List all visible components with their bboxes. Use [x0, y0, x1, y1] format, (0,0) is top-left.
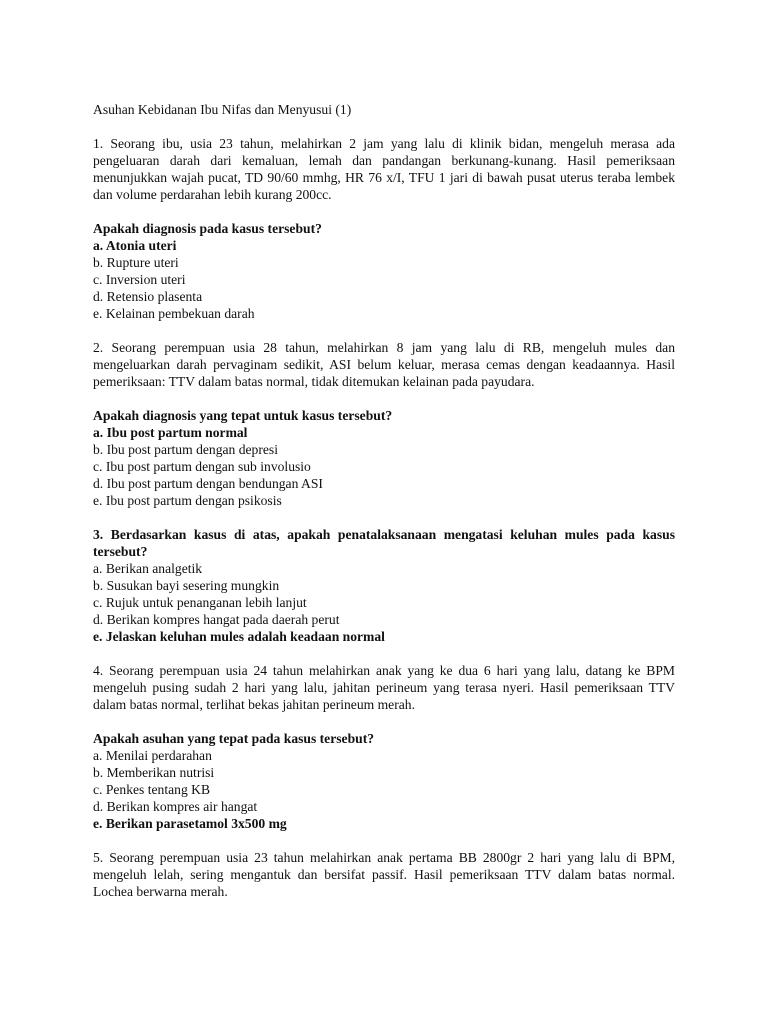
- answer-option: a. Menilai perdarahan: [93, 748, 212, 763]
- answer-option: e. Ibu post partum dengan psikosis: [93, 493, 282, 508]
- question-text: Apakah diagnosis pada kasus tersebut?: [93, 221, 322, 236]
- case-paragraph: 2. Seorang perempuan usia 28 tahun, melahirkan 8 jam yang lalu di RB, mengeluh mules dan mengeluarkan darah pervaginam sedikit, ASI belum keluar, merasa cemas dengan keadaannya. Hasil pemeriksaan: TTV dalam batas normal, tidak ditemukan kelainan pada payudara.: [93, 340, 675, 389]
- question-block: [93, 662, 675, 832]
- answer-option: b. Memberikan nutrisi: [93, 765, 215, 780]
- answer-options: [93, 237, 675, 322]
- question-text: Apakah diagnosis yang tepat untuk kasus tersebut?: [93, 408, 393, 423]
- question-text: 3. Berdasarkan kasus di atas, apakah penatalaksanaan mengatasi keluhan mules pada kasus tersebut?: [93, 527, 675, 559]
- answer-option: c. Penkes tentang KB: [93, 782, 211, 797]
- document-page: [93, 101, 675, 917]
- answer-option: c. Rujuk untuk penanganan lebih lanjut: [93, 595, 307, 610]
- answer-option-correct: a. Atonia uteri: [93, 238, 177, 253]
- answer-option: b. Rupture uteri: [93, 255, 179, 270]
- case-paragraph: 1. Seorang ibu, usia 23 tahun, melahirkan 2 jam yang lalu di klinik bidan, mengeluh merasa ada pengeluaran darah dari kemaluan, lemah dan pandangan berkunang-kunang. Hasil pemeriksaan menunjukkan wajah pucat, TD 90/60 mmhg, HR 76 x/I, TFU 1 jari di bawah pusat uterus teraba lembek dan volume perdarahan lebih kurang 200cc.: [93, 136, 675, 202]
- answer-option: d. Ibu post partum dengan bendungan ASI: [93, 476, 323, 491]
- case-paragraph: 4. Seorang perempuan usia 24 tahun melahirkan anak yang ke dua 6 hari yang lalu, datang ke BPM mengeluh pusing sudah 2 hari yang lalu, jahitan perineum yang terasa nyeri. Hasil pemeriksaan TTV dalam batas normal, terlihat bekas jahitan perineum merah.: [93, 663, 675, 712]
- document-title: Asuhan Kebidanan Ibu Nifas dan Menyusui (1): [93, 102, 352, 117]
- answer-option: b. Ibu post partum dengan depresi: [93, 442, 278, 457]
- answer-options: [93, 747, 675, 832]
- answer-option: d. Berikan kompres hangat pada daerah perut: [93, 612, 340, 627]
- answer-option: d. Berikan kompres air hangat: [93, 799, 258, 814]
- answer-option: c. Ibu post partum dengan sub involusio: [93, 459, 311, 474]
- answer-option-correct: e. Berikan parasetamol 3x500 mg: [93, 816, 287, 831]
- case-paragraph: 5. Seorang perempuan usia 23 tahun melahirkan anak pertama BB 2800gr 2 hari yang lalu di BPM, mengeluh lelah, sering mengantuk dan bersifat passif. Hasil pemeriksaan TTV dalam batas normal. Lochea berwarna merah.: [93, 850, 675, 899]
- question-block: [93, 526, 675, 645]
- question-text: Apakah asuhan yang tepat pada kasus tersebut?: [93, 731, 375, 746]
- answer-option: c. Inversion uteri: [93, 272, 186, 287]
- answer-option: b. Susukan bayi sesering mungkin: [93, 578, 280, 593]
- question-block: [93, 339, 675, 509]
- answer-option: e. Kelainan pembekuan darah: [93, 306, 255, 321]
- question-block: [93, 849, 675, 900]
- answer-option-correct: e. Jelaskan keluhan mules adalah keadaan normal: [93, 629, 385, 644]
- answer-option-correct: a. Ibu post partum normal: [93, 425, 248, 440]
- answer-options: [93, 424, 675, 509]
- answer-option: d. Retensio plasenta: [93, 289, 203, 304]
- answer-options: [93, 560, 675, 645]
- document-body: [93, 135, 675, 900]
- answer-option: a. Berikan analgetik: [93, 561, 203, 576]
- question-block: [93, 135, 675, 322]
